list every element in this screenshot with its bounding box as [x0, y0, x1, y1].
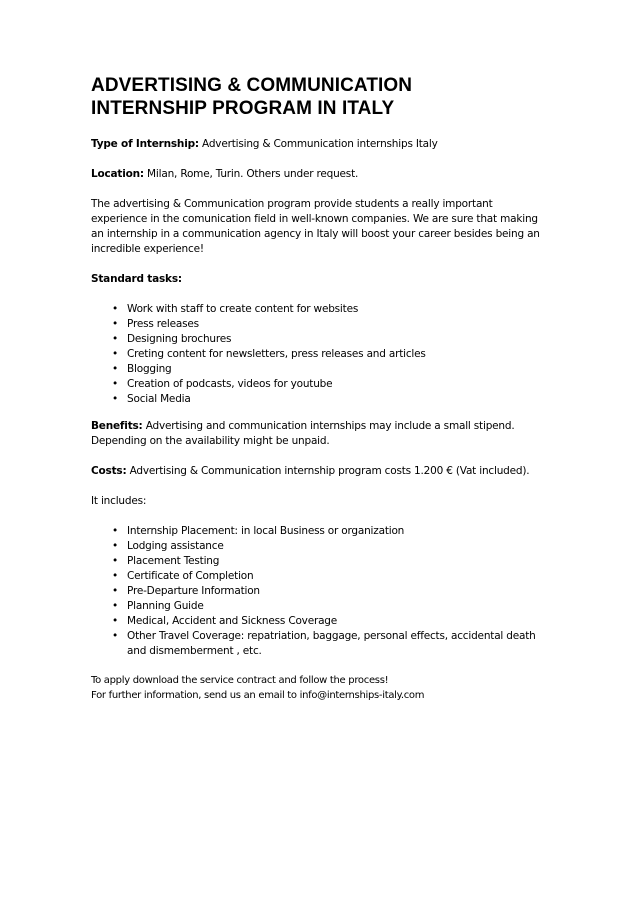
- includes-heading: It includes:: [91, 495, 147, 507]
- page-title: [91, 74, 551, 120]
- standard-tasks-heading: Standard tasks:: [91, 273, 182, 285]
- list-item-text: Press releases: [127, 318, 199, 330]
- list-item: [91, 554, 551, 569]
- list-item-text: Social Media: [127, 393, 191, 405]
- bullet-icon: •: [112, 348, 118, 360]
- list-item-text: Placement Testing: [127, 555, 220, 567]
- bullet-icon: •: [112, 600, 118, 612]
- title-line-2: INTERNSHIP PROGRAM IN ITALY: [91, 98, 395, 119]
- type-of-internship-label: Type of Internship:: [91, 138, 199, 150]
- list-item: [91, 392, 551, 407]
- location: [91, 167, 551, 182]
- closing-section: [91, 673, 551, 703]
- type-of-internship: [91, 137, 551, 152]
- intro-paragraph: The advertising & Communication program provide students a really important experience in the comunication field in well-known companies. We are sure that making an internship in a communication agency in Italy will boost your career besides being an incredible experience!: [91, 198, 540, 255]
- benefits-label: Benefits:: [91, 420, 143, 432]
- bullet-icon: •: [112, 318, 118, 330]
- bullet-icon: •: [112, 393, 118, 405]
- document-page: [91, 74, 551, 703]
- list-item: [91, 524, 551, 539]
- bullet-icon: •: [112, 540, 118, 552]
- list-item-text: Certificate of Completion: [127, 570, 254, 582]
- list-item: [91, 539, 551, 554]
- costs: [91, 464, 551, 479]
- costs-value: Advertising & Communication internship program costs 1.200 € (Vat included).: [126, 465, 530, 477]
- list-item-text: Lodging assistance: [127, 540, 224, 552]
- list-item-text: Planning Guide: [127, 600, 204, 612]
- bullet-icon: •: [112, 333, 118, 345]
- list-item: [91, 629, 551, 659]
- title-line-1: ADVERTISING & COMMUNICATION: [91, 75, 413, 96]
- location-value: Milan, Rome, Turin. Others under request.: [143, 168, 359, 180]
- list-item-text: Designing brochures: [127, 333, 232, 345]
- bullet-icon: •: [112, 630, 118, 642]
- list-item: [91, 584, 551, 599]
- list-item: [91, 569, 551, 584]
- list-item-text: Internship Placement: in local Business or organization: [127, 525, 405, 537]
- list-item-text: Medical, Accident and Sickness Coverage: [127, 615, 338, 627]
- costs-label: Costs:: [91, 465, 127, 477]
- list-item: [91, 377, 551, 392]
- standard-tasks-list: [91, 302, 551, 407]
- list-item: [91, 332, 551, 347]
- list-item: [91, 317, 551, 332]
- type-of-internship-value: Advertising & Communication internships Italy: [198, 138, 438, 150]
- email-link[interactable]: info@internships-italy.com: [299, 690, 425, 701]
- list-item: [91, 302, 551, 317]
- list-item: [91, 347, 551, 362]
- list-item: [91, 614, 551, 629]
- list-item-text: Creting content for newsletters, press releases and articles: [127, 348, 426, 360]
- bullet-icon: •: [112, 363, 118, 375]
- bullet-icon: •: [112, 525, 118, 537]
- bullet-icon: •: [112, 378, 118, 390]
- list-item-text: Blogging: [127, 363, 172, 375]
- bullet-icon: •: [112, 555, 118, 567]
- bullet-icon: •: [112, 570, 118, 582]
- list-item-text: Pre-Departure Information: [127, 585, 260, 597]
- includes-list: [91, 524, 551, 659]
- location-label: Location:: [91, 168, 144, 180]
- list-item: [91, 599, 551, 614]
- benefits: [91, 419, 551, 449]
- document-body: [91, 137, 551, 659]
- list-item: [91, 362, 551, 377]
- benefits-value: Advertising and communication internships may include a small stipend. Depending on the availability might be unpaid.: [91, 420, 515, 447]
- bullet-icon: •: [112, 585, 118, 597]
- contact-prefix: For further information, send us an email to: [91, 690, 300, 701]
- list-item-text: Work with staff to create content for websites: [127, 303, 359, 315]
- bullet-icon: •: [112, 303, 118, 315]
- apply-instructions: To apply download the service contract and follow the process!: [91, 675, 389, 686]
- list-item-text: Creation of podcasts, videos for youtube: [127, 378, 333, 390]
- contact-line: [91, 688, 551, 703]
- bullet-icon: •: [112, 615, 118, 627]
- list-item-text: Other Travel Coverage: repatriation, baggage, personal effects, accidental death and dismemberment , etc.: [127, 630, 536, 657]
